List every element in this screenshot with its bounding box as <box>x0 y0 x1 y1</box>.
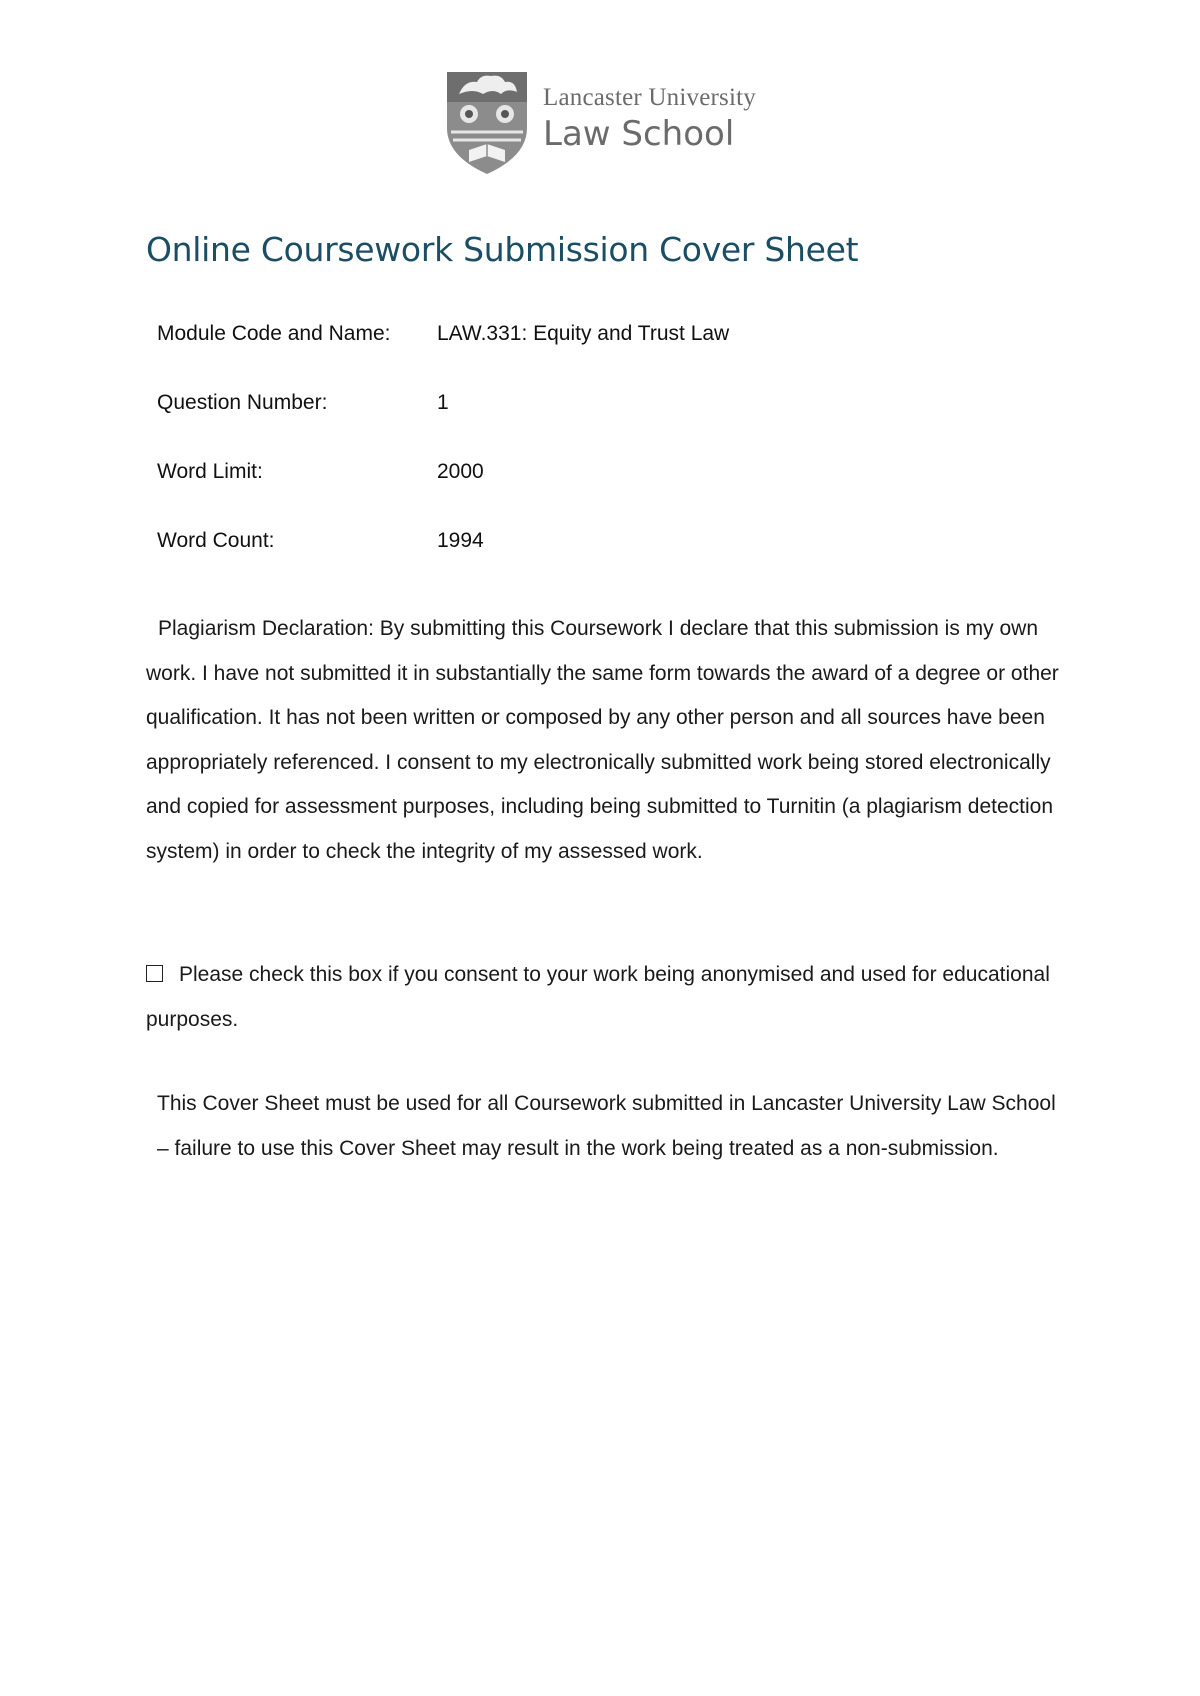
consent-checkbox[interactable] <box>146 965 163 982</box>
word-limit-value: 2000 <box>437 460 484 483</box>
word-count-value: 1994 <box>437 529 484 552</box>
module-code-value: LAW.331: Equity and Trust Law <box>437 322 730 345</box>
plagiarism-declaration-paragraph <box>146 607 1066 875</box>
info-row-word-limit <box>157 460 729 529</box>
university-logo <box>445 70 756 176</box>
info-row-module <box>157 322 729 391</box>
info-label: Word Limit: <box>157 460 263 483</box>
info-label: Word Count: <box>157 529 275 552</box>
submission-info <box>157 322 729 598</box>
info-label: Question Number: <box>157 391 328 414</box>
info-row-question <box>157 391 729 460</box>
logo-university-name: Lancaster University <box>543 84 756 111</box>
university-crest-icon <box>445 70 529 176</box>
question-number-value: 1 <box>437 391 449 414</box>
cover-sheet-note: This Cover Sheet must be used for all Coursework submitted in Lancaster University Law School – failure to use this Cover Sheet may result in the work being treated as a non-submission. <box>157 1092 1056 1160</box>
consent-paragraph <box>146 952 1066 1042</box>
info-row-word-count <box>157 529 729 598</box>
info-label: Module Code and Name: <box>157 322 391 345</box>
consent-text: Please check this box if you consent to your work being anonymised and used for educational purposes. <box>146 963 1050 1031</box>
page-title: Online Coursework Submission Cover Sheet <box>146 230 859 269</box>
logo-school-name: Law School <box>543 114 735 154</box>
plagiarism-declaration: Plagiarism Declaration: By submitting this Coursework I declare that this submission is my own work. I have not submitted it in substantially the same form towards the award of a degree or other qualification. It has not been written or composed by any other person and all sources have been appropriately referenced. I consent to my electronically submitted work being stored electronically and copied for assessment purposes, including being submitted to Turnitin (a plagiarism detection system) in order to check the integrity of my assessed work. <box>146 617 1059 863</box>
